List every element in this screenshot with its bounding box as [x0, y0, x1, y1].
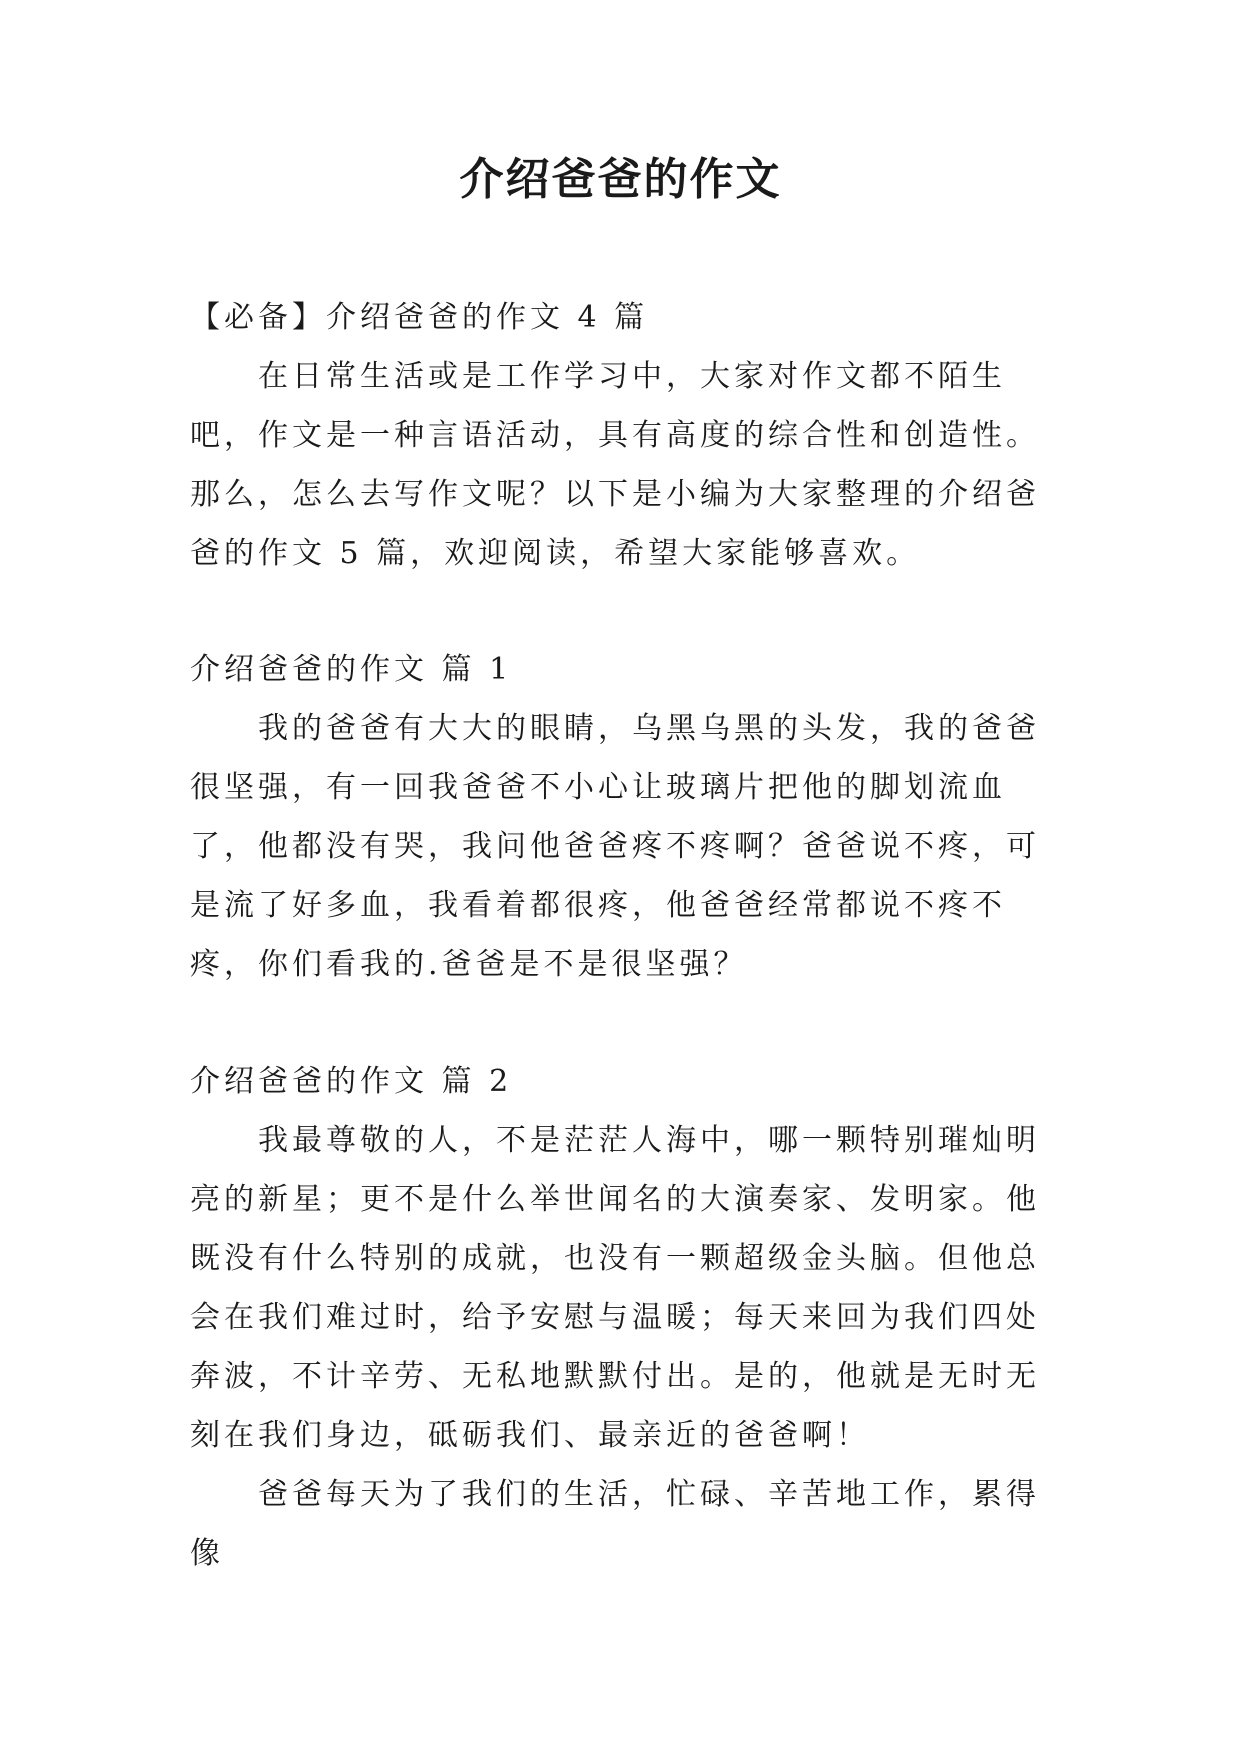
document-title: 介绍爸爸的作文 [459, 154, 782, 205]
essay-section-1 [190, 640, 1066, 994]
section-heading: 介绍爸爸的作文 篇 1 [190, 652, 513, 687]
section-spacer [190, 994, 1066, 1052]
section-paragraph: 我最尊敬的人，不是茫茫人海中，哪一颗特别璀灿明亮的新星；更不是什么举世闻名的大演奏家、发明家。他既没有什么特别的成就，也没有一颗超级金头脑。但他总会在我们难过时，给予安慰与温暖；每天来回为我们四处奔波，不计辛劳、无私地默默付出。是的，他就是无时无刻在我们身边，砥砺我们、最亲近的爸爸啊！ [190, 1123, 1040, 1453]
document-body [190, 288, 1066, 1583]
section-paragraph: 我的爸爸有大大的眼睛，乌黑乌黑的头发，我的爸爸很坚强，有一回我爸爸不小心让玻璃片把他的脚划流血了，他都没有哭，我问他爸爸疼不疼啊？爸爸说不疼，可是流了好多血，我看着都很疼，他爸爸经常都说不疼不疼，你们看我的.爸爸是不是很坚强？ [190, 711, 1040, 982]
essay-section-2 [190, 1052, 1066, 1583]
section-heading: 介绍爸爸的作文 篇 2 [190, 1064, 513, 1099]
document-subtitle: 【必备】介绍爸爸的作文 4 篇 [190, 300, 649, 335]
section-paragraph: 爸爸每天为了我们的生活，忙碌、辛苦地工作，累得像 [190, 1477, 1040, 1571]
intro-paragraph: 在日常生活或是工作学习中，大家对作文都不陌生吧，作文是一种言语活动，具有高度的综合性和创造性。那么，怎么去写作文呢？以下是小编为大家整理的介绍爸爸的作文 5 篇，欢迎阅读，希望大家能够喜欢。 [190, 359, 1040, 571]
